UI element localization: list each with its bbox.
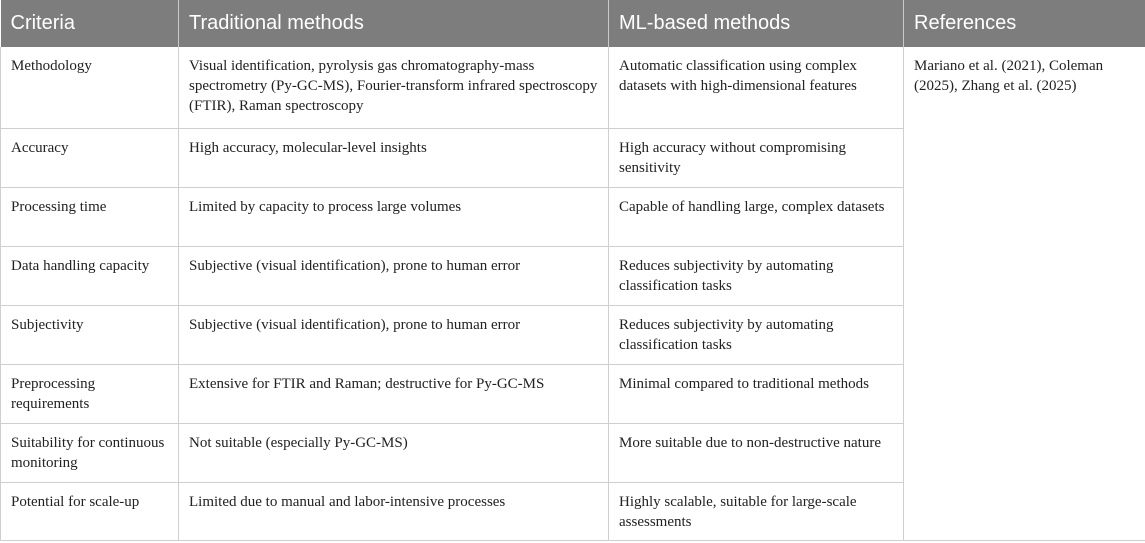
criteria-cell: Accuracy <box>1 128 179 187</box>
traditional-cell: Limited due to manual and labor-intensive processes <box>179 482 609 540</box>
ml-cell: Minimal compared to traditional methods <box>609 364 904 423</box>
header-ml-based-methods: ML-based methods <box>609 0 904 47</box>
header-traditional-methods: Traditional methods <box>179 0 609 47</box>
criteria-cell: Suitability for continuous monitoring <box>1 423 179 482</box>
traditional-cell: High accuracy, molecular-level insights <box>179 128 609 187</box>
header-row <box>1 0 1145 47</box>
ml-cell: Automatic classification using complex datasets with high-dimensional features <box>609 47 904 128</box>
traditional-cell: Extensive for FTIR and Raman; destructive for Py-GC-MS <box>179 364 609 423</box>
traditional-cell: Limited by capacity to process large volumes <box>179 187 609 246</box>
criteria-cell: Potential for scale-up <box>1 482 179 540</box>
traditional-cell: Visual identification, pyrolysis gas chromatography-mass spectrometry (Py-GC-MS), Fourier-transform infrared spectroscopy (FTIR), Raman spectroscopy <box>179 47 609 128</box>
header-criteria: Criteria <box>1 0 179 47</box>
ml-cell: Highly scalable, suitable for large-scale assessments <box>609 482 904 540</box>
ml-cell: High accuracy without compromising sensitivity <box>609 128 904 187</box>
table-header <box>1 0 1145 47</box>
traditional-cell: Subjective (visual identification), prone to human error <box>179 246 609 305</box>
ml-cell: Reduces subjectivity by automating classification tasks <box>609 305 904 364</box>
ml-cell: Reduces subjectivity by automating classification tasks <box>609 246 904 305</box>
criteria-cell: Subjectivity <box>1 305 179 364</box>
criteria-cell: Data handling capacity <box>1 246 179 305</box>
traditional-cell: Not suitable (especially Py-GC-MS) <box>179 423 609 482</box>
ml-cell: Capable of handling large, complex datasets <box>609 187 904 246</box>
criteria-cell: Methodology <box>1 47 179 128</box>
criteria-cell: Preprocessing requirements <box>1 364 179 423</box>
ml-cell: More suitable due to non-destructive nature <box>609 423 904 482</box>
traditional-cell: Subjective (visual identification), prone to human error <box>179 305 609 364</box>
header-references: References <box>904 0 1145 47</box>
criteria-cell: Processing time <box>1 187 179 246</box>
references-cell: Mariano et al. (2021), Coleman (2025), Zhang et al. (2025) <box>904 47 1145 540</box>
table-row <box>1 47 1145 128</box>
table-body <box>1 47 1145 540</box>
